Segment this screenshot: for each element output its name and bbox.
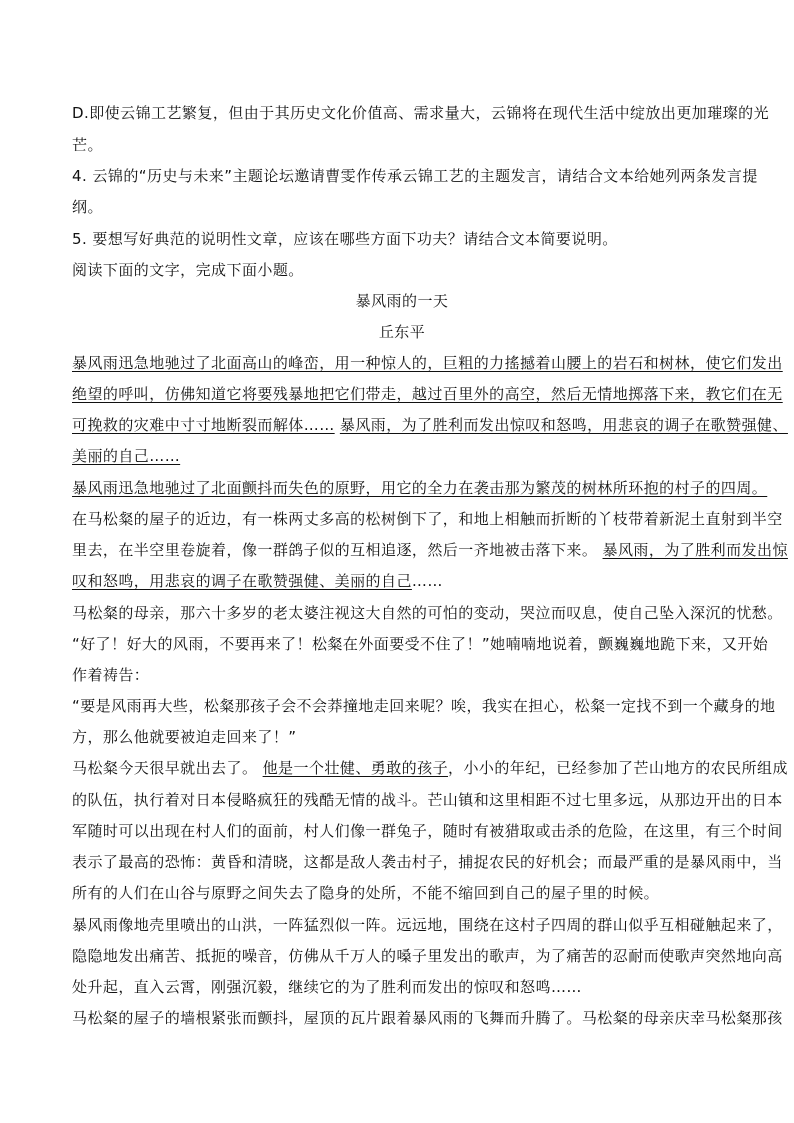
paragraph-4: 马松粲的母亲，那六十多岁的老太婆注视这大自然的可怕的变动，哭泣而叹息，使自己坠入深沉的忧愁。 bbox=[72, 604, 783, 622]
paragraph-2: 暴风雨迅急地驰过了北面颤抖而失色的原野，用它的全力在袭击那为繁茂的树林所环抱的村子的四周。 bbox=[72, 479, 768, 497]
paragraph-7-line-4: 表示了最高的恐怖：黄昏和清晓，这都是敌人袭击村子，捕捉农民的好机会；而最严重的是暴风雨中，当 bbox=[72, 853, 783, 871]
paragraph-7-line-5: 所有的人们在山谷与原野之间失去了隐身的处所，不能不缩回到自己的屋子里的时候。 bbox=[72, 884, 660, 902]
paragraph-6-line-1: “要是风雨再大些，松粲那孩子会不会莽撞地走回来呢？唉，我实在担心，松粲一定找不到一个藏身的地 bbox=[72, 697, 776, 715]
option-d-line-2: 芒。 bbox=[72, 136, 103, 154]
paragraph-7-line-1-part-c: ，小小的年纪，已经参加了芒山地方的农民所组成 bbox=[448, 759, 788, 777]
question-4-line-2: 纲。 bbox=[72, 198, 103, 216]
paragraph-8-line-2: 隐隐地发出痛苦、抵扼的噪音，仿佛从千万人的嗓子里发出的歌声，为了痛苦的忍耐而使歌声突然地向高 bbox=[72, 947, 783, 965]
paragraph-1-line-1: 暴风雨迅急地驰过了北面高山的峰峦，用一种惊人的，巨粗的力搖撼着山腰上的岩石和树林，使它们发出 bbox=[72, 354, 783, 372]
paragraph-1-line-3-part-a: 可挽救的灾难中寸寸地断裂而解体…… bbox=[72, 416, 335, 434]
paragraph-7-line-1 bbox=[72, 758, 788, 778]
paragraph-1-line-4-text: 美丽的自己…… bbox=[72, 447, 181, 465]
paragraph-5-line-1: “好了！好大的风雨，不要再来了！松粲在外面要受不住了！”她喃喃地说着，颤巍巍地跪下来，又开始 bbox=[72, 635, 769, 653]
paragraph-1-line-4 bbox=[72, 446, 732, 466]
article-title: 暴风雨的一天 bbox=[355, 292, 449, 310]
paragraph-3-line-2-part-b: 暴风雨，为了胜利而发出惊 bbox=[602, 541, 788, 559]
paragraph-1-line-2: 绝望的呼叫，仿佛知道它将要残暴地把它们带走，越过百里外的高空，然后无情地掷落下来，教它们在无 bbox=[72, 385, 783, 403]
paragraph-9-line-1: 马松粲的屋子的墙根紧张而颤抖，屋顶的瓦片跟着暴风雨的飞舞而升腾了。马松粲的母亲庆幸马松粲那孩 bbox=[72, 1009, 783, 1027]
paragraph-5-line-2: 作着祷告： bbox=[72, 666, 150, 684]
paragraph-3-line-3 bbox=[72, 571, 732, 591]
paragraph-3-line-3-part-a: 叹和怒鸣，用悲哀的调子在歌赞强健、美丽的自己 bbox=[72, 572, 412, 590]
paragraph-3-line-2-part-a: 里去，在半空里卷旋着，像一群鸽子似的互相追逐，然后一齐地被击落下来。 bbox=[72, 541, 598, 559]
reading-instruction: 阅读下面的文字，完成下面小题。 bbox=[72, 261, 304, 279]
question-4-line-1: 4. 云锦的“历史与未来”主题论坛邀请曹雯作传承云锦工艺的主题发言，请结合文本给她列两条发言提 bbox=[72, 167, 758, 185]
article-author: 丘东平 bbox=[378, 323, 426, 341]
paragraph-6-line-2: 方，那么他就要被迫走回来了！” bbox=[72, 728, 297, 746]
paragraph-3-line-1: 在马松粲的屋子的近边，有一株两丈多高的松树倒下了，和地上相触而折断的丫枝带着新泥土直射到半空 bbox=[72, 510, 783, 528]
paragraph-8-line-3: 处升起，直入云霄，刚强沉毅，继续它的为了胜利而发出的惊叹和怒鸣…… bbox=[72, 978, 582, 996]
paragraph-7-line-1-part-b: 他是一个壮健、勇敢的孩子 bbox=[262, 759, 449, 777]
paragraph-3-line-2 bbox=[72, 540, 788, 560]
paragraph-1-line-3-part-b: 暴风雨，为了胜利而发出惊叹和怒鸣，用悲哀的调子在歌赞强健、 bbox=[339, 416, 788, 434]
paragraph-8-line-1: 暴风雨像地壳里喷出的山洪，一阵猛烈似一阵。远远地，围绕在这村子四周的群山似乎互相碰触起来了， bbox=[72, 916, 783, 934]
question-5: 5. 要想写好典范的说明性文章，应该在哪些方面下功夫？请结合文本简要说明。 bbox=[72, 230, 618, 248]
paragraph-1-line-3 bbox=[72, 415, 788, 435]
paragraph-7-line-1-part-a: 马松粲今天很早就出去了。 bbox=[72, 759, 258, 777]
paragraph-7-line-3: 军随时可以出现在村人们的面前，村人们像一群兔子，随时有被猎取或击杀的危险，在这里，有三个时间 bbox=[72, 822, 783, 840]
paragraph-7-line-2: 的队伍，执行着对日本侵略疯狂的残酷无情的战斗。芒山镇和这里相距不过七里多远，从那边开出的日本 bbox=[72, 791, 783, 809]
paragraph-3-line-3-part-b: …… bbox=[411, 572, 443, 590]
option-d-line-1: D.即使云锦工艺繁复，但由于其历史文化价值高、需求量大，云锦将在现代生活中绽放出更加璀璨的光 bbox=[72, 104, 770, 122]
